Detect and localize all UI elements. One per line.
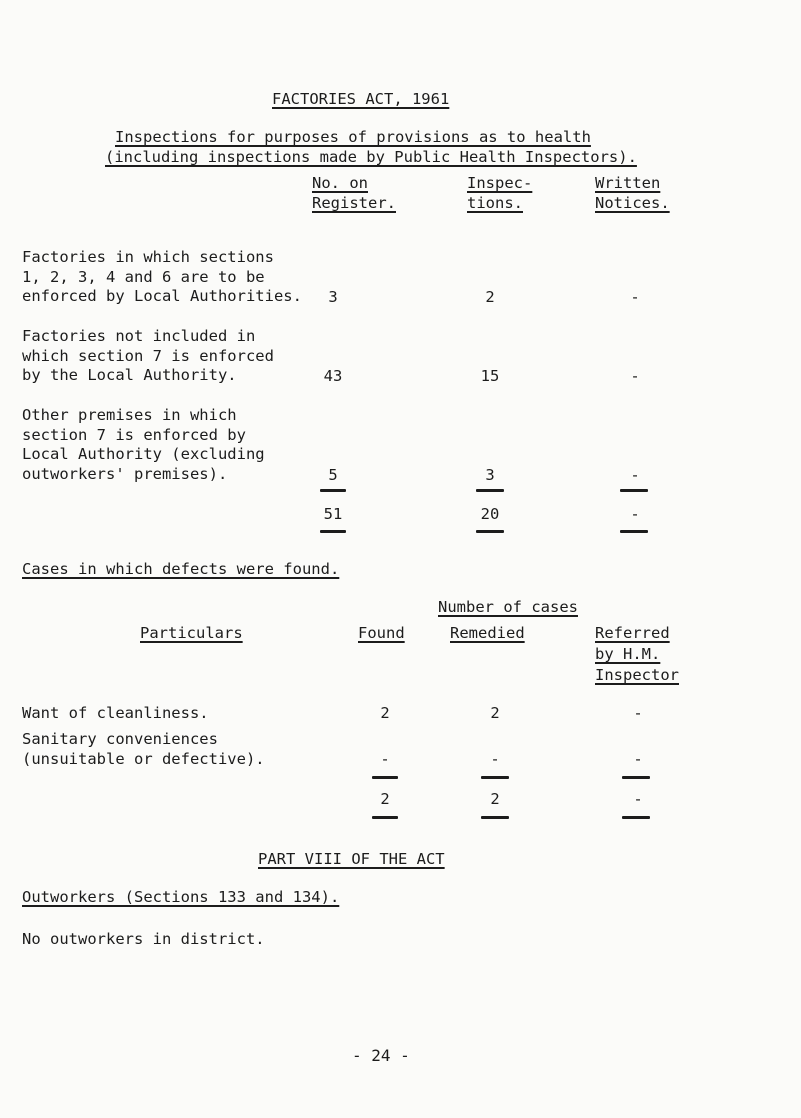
col-referred-line2: by H.M.: [595, 645, 661, 663]
outworkers-note: No outworkers in district.: [22, 930, 265, 948]
particulars-heading: Particulars: [140, 624, 243, 642]
found-total: 2: [380, 790, 390, 808]
col-notices-line2: Notices.: [595, 194, 670, 212]
sum-rule: [622, 776, 650, 779]
defects-row-label: Want of cleanliness.: [22, 704, 209, 722]
col-found: Found: [358, 624, 405, 642]
document-title: FACTORIES ACT, 1961: [272, 90, 450, 108]
total-rule: [481, 816, 509, 819]
register-value: 43: [323, 367, 343, 385]
number-of-cases-heading: Number of cases: [438, 598, 578, 616]
sum-rule: [320, 489, 346, 492]
referred-value: -: [633, 750, 643, 768]
col-register-line2: Register.: [312, 194, 396, 212]
sum-rule: [620, 489, 648, 492]
notices-value: -: [630, 367, 640, 385]
register-value: 3: [328, 288, 338, 306]
inspections-total: 20: [480, 505, 500, 523]
register-value: 5: [328, 466, 338, 484]
page-number: - 24 -: [352, 1046, 410, 1065]
total-rule: [320, 530, 346, 533]
remedied-value: 2: [490, 704, 500, 722]
outworkers-heading: Outworkers (Sections 133 and 134).: [22, 888, 340, 906]
inspections-heading-line1: Inspections for purposes of provisions as to health: [115, 128, 591, 146]
total-rule: [476, 530, 504, 533]
inspections-value: 2: [485, 288, 495, 306]
notices-value: -: [630, 288, 640, 306]
total-rule: [620, 530, 648, 533]
remedied-value: -: [490, 750, 500, 768]
inspections-value: 15: [480, 367, 500, 385]
total-rule: [372, 816, 398, 819]
inspections-value: 3: [485, 466, 495, 484]
inspections-row-label: Other premises in which section 7 is enforced by Local Authority (excluding outworkers' premises).: [22, 406, 265, 483]
col-inspections-line1: Inspec-: [467, 174, 533, 192]
defects-heading: Cases in which defects were found.: [22, 560, 340, 578]
sum-rule: [481, 776, 509, 779]
sum-rule: [476, 489, 504, 492]
part-viii-heading: PART VIII OF THE ACT: [258, 850, 445, 868]
remedied-total: 2: [490, 790, 500, 808]
total-rule: [622, 816, 650, 819]
col-register-line1: No. on: [312, 174, 368, 192]
notices-value: -: [630, 466, 640, 484]
referred-total: -: [633, 790, 643, 808]
col-notices-line1: Written: [595, 174, 661, 192]
col-inspections-line2: tions.: [467, 194, 523, 212]
found-value: -: [380, 750, 390, 768]
col-remedied: Remedied: [450, 624, 525, 642]
sum-rule: [372, 776, 398, 779]
inspections-row-label: Factories not included in which section 7 is enforced by the Local Authority.: [22, 327, 274, 384]
inspections-heading-line2: (including inspections made by Public Health Inspectors).: [105, 148, 637, 166]
referred-value: -: [633, 704, 643, 722]
col-referred-line1: Referred: [595, 624, 670, 642]
defects-row-label: Sanitary conveniences (unsuitable or defective).: [22, 730, 265, 768]
col-referred-line3: Inspector: [595, 666, 679, 684]
found-value: 2: [380, 704, 390, 722]
register-total: 51: [323, 505, 343, 523]
inspections-row-label: Factories in which sections 1, 2, 3, 4 and 6 are to be enforced by Local Authorities.: [22, 248, 302, 305]
notices-total: -: [630, 505, 640, 523]
